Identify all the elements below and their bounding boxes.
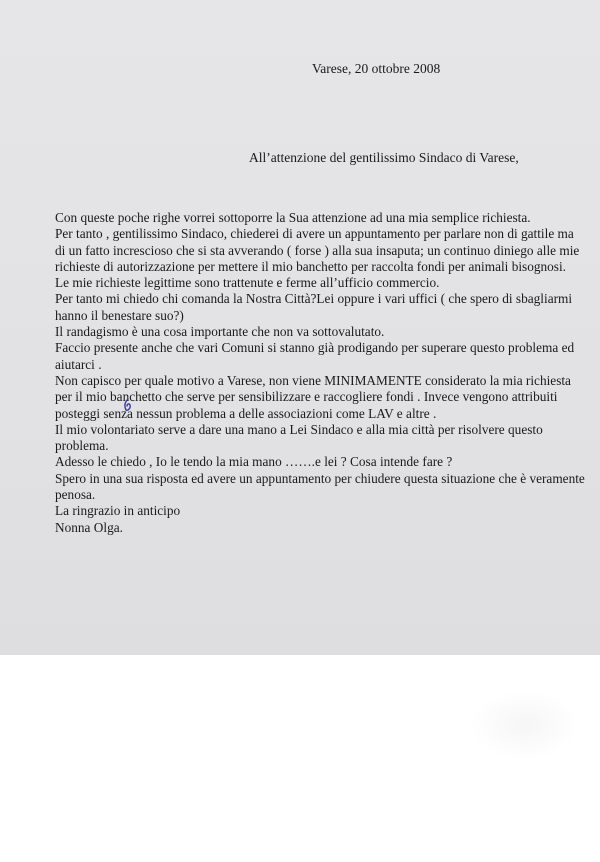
- letter-line: Faccio presente anche che vari Comuni si stanno già prodigando per superare questo problema ed: [55, 340, 575, 356]
- letter-line: Adesso le chiedo , Io le tendo la mia mano …….e lei ? Cosa intende fare ?: [55, 454, 453, 470]
- letter-line: problema.: [55, 438, 109, 454]
- pen-mark: [123, 398, 132, 412]
- letter-line: Per tanto mi chiedo chi comanda la Nostra Città?Lei oppure i vari uffici ( che spero di sbagliarmi: [55, 291, 573, 307]
- letter-line: Il mio volontariato serve a dare una mano a Lei Sindaco e alla mia città per risolvere questo: [55, 421, 543, 437]
- letter-line: Nonna Olga.: [55, 519, 123, 535]
- letter-line: penosa.: [55, 487, 96, 503]
- letter-line: hanno il benestare suo?): [55, 307, 184, 323]
- letter-date: Varese, 20 ottobre 2008: [312, 61, 441, 76]
- letter-line: Per tanto , gentilissimo Sindaco, chiederei di avere un appuntamento per parlare non di gattile ma: [55, 226, 574, 242]
- letter-line: Spero in una sua risposta ed avere un appuntamento per chiudere questa situazione che è veramente: [55, 470, 585, 486]
- letter-line: aiutarci .: [55, 356, 102, 372]
- scan-bleed-through: [470, 690, 580, 760]
- letter-line: Le mie richieste legittime sono trattenute e ferme all’ufficio commercio.: [55, 275, 440, 291]
- letter-line: Con queste poche righe vorrei sottoporre la Sua attenzione ad una mia semplice richiesta.: [55, 210, 531, 225]
- letter-line: Il randagismo è una cosa importante che non va sottovalutato.: [55, 324, 385, 340]
- letter-line: La ringrazio in anticipo: [55, 503, 181, 519]
- letter-line: di un fatto increscioso che si sta avverando ( forse ) alla sua insaputa; un continuo diniego alle mie: [55, 242, 580, 258]
- letter-recipient: All’attenzione del gentilissimo Sindaco di Varese,: [249, 150, 519, 165]
- letter-line: Non capisco per quale motivo a Varese, non viene MINIMAMENTE considerato la mia richiesta: [55, 372, 571, 388]
- letter-line: per il mio banchetto che serve per sensibilizzare e raccogliere fondi . Invece vengono attribuiti: [55, 389, 558, 405]
- letter-body: [55, 210, 595, 536]
- letter-line: posteggi senza nessun problema a delle associazioni come LAV e altre .: [55, 405, 437, 421]
- letter-line: richieste di autorizzazione per mettere il mio banchetto per raccolta fondi per animali bisognosi.: [55, 258, 566, 274]
